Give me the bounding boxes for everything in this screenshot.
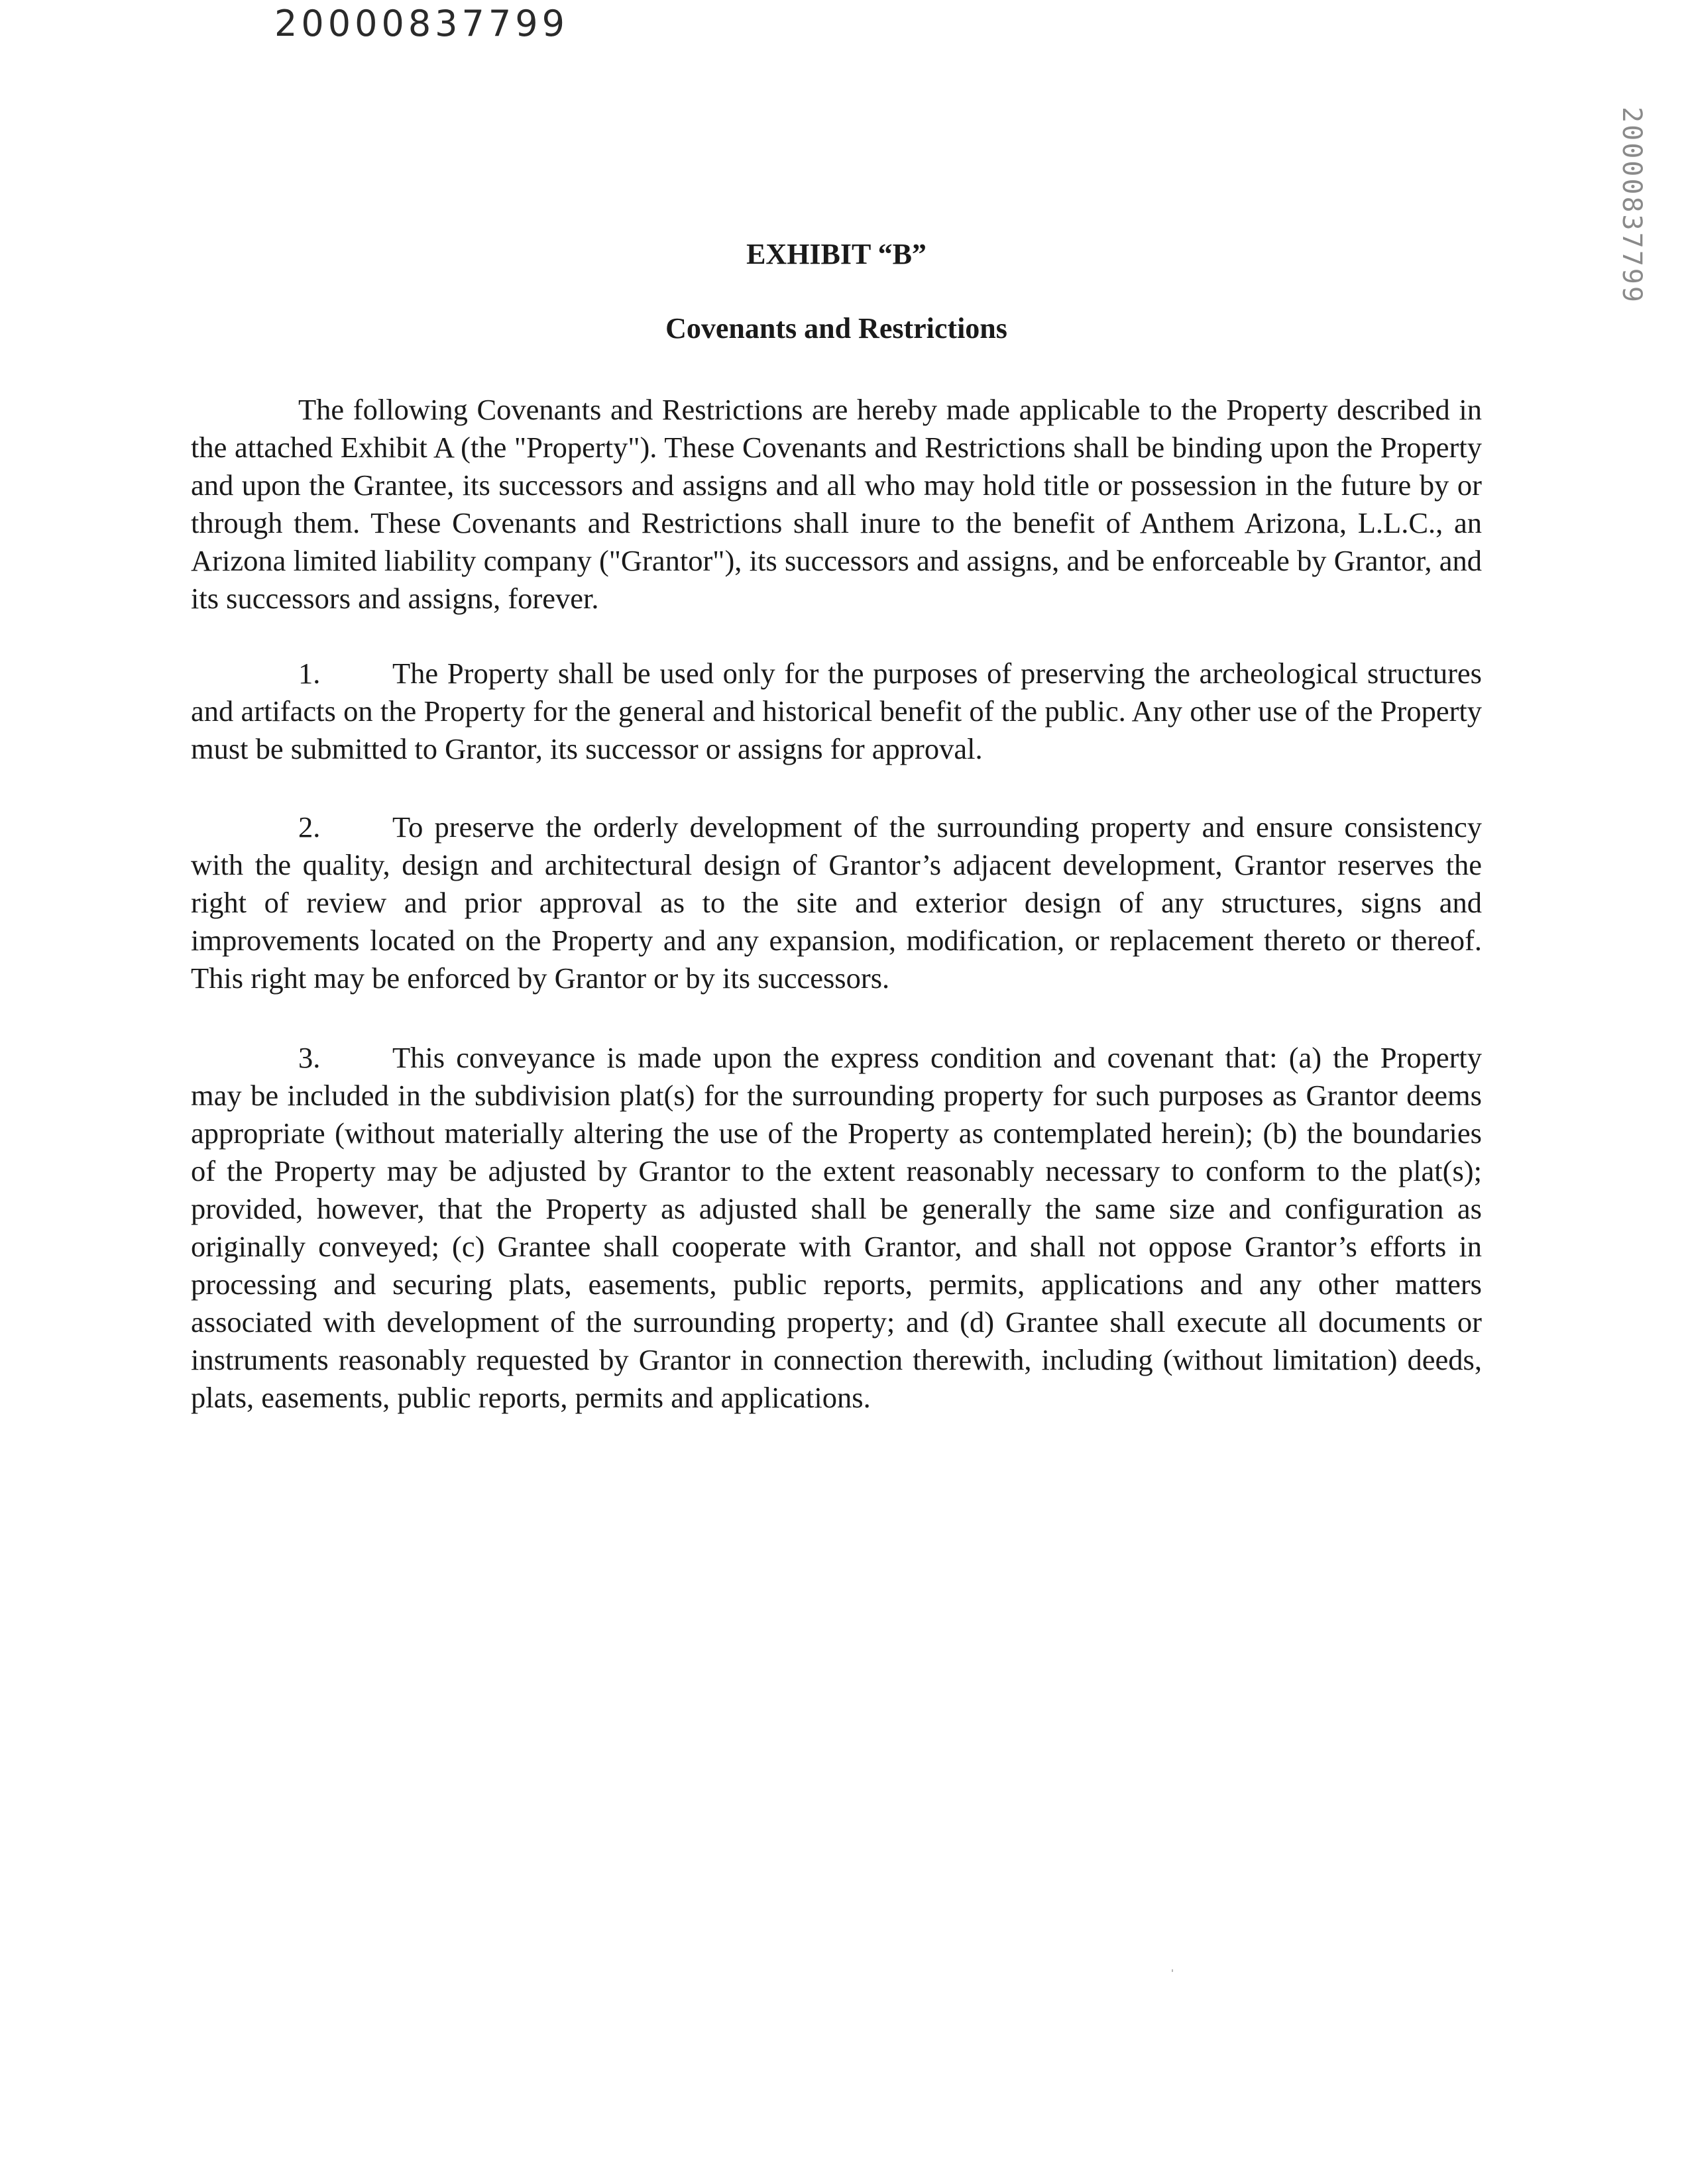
covenant-paragraph-1 (191, 655, 1482, 768)
side-recording-stamp (1612, 99, 1652, 311)
exhibit-subtitle: Covenants and Restrictions (665, 312, 1007, 345)
intro-paragraph: The following Covenants and Restrictions are hereby made applicable to the Property described in the attached Exhibit A (the "Property"). These Covenants and Restrictions shall be binding upon the Property and upon the Grantee, its successors and assigns and all who may hold title or possession in the future by or through them. These Covenants and Restrictions shall inure to the benefit of Anthem Arizona, L.L.C., an Arizona limited liability company ("Grantor"), its successors and assigns, and be enforceable by Grantor, and its successors and assigns, forever. (191, 393, 1482, 615)
paragraph-number: 1. (298, 657, 321, 690)
paragraph-number: 2. (298, 810, 321, 844)
recording-number: 20000837799 (274, 3, 569, 44)
paragraph-number: 3. (298, 1041, 321, 1074)
exhibit-title: EXHIBIT “B” (746, 238, 927, 270)
side-stamp-text: 20000837799 (1616, 107, 1647, 304)
scan-mark (1172, 1969, 1173, 1972)
paragraph-text: This conveyance is made upon the express condition and covenant that: (a) the Property may be included in the subdivision plat(s) for the surrounding property for such purposes as Grantor deems appropriate (without materially altering the use of the Property as contemplated herein); (b) the boundaries of the Property may be adjusted by Grantor to the extent reasonably necessary to conform to the plat(s); provided, however, that the Property as adjusted shall be generally the same size and configuration as originally conveyed; (c) Grantee shall cooperate with Grantor, and shall not oppose Grantor’s efforts in processing and securing plats, easements, public reports, permits, applications and any other matters associated with development of the surrounding property; and (d) Grantee shall execute all documents or instruments reasonably requested by Grantor in connection therewith, including (without limitation) deeds, plats, easements, public reports, permits and applications. (191, 1041, 1482, 1414)
paragraph-text: To preserve the orderly development of the surrounding property and ensure consistency with the quality, design and architectural design of Grantor’s adjacent development, Grantor reserves the right of review and prior approval as to the site and exterior design of any structures, signs and improvements located on the Property and any expansion, modification, or replacement thereto or thereof. This right may be enforced by Grantor or by its successors. (191, 810, 1482, 995)
covenant-paragraph-3 (191, 1039, 1482, 1417)
covenant-paragraph-2 (191, 808, 1482, 997)
paragraph-text: The Property shall be used only for the purposes of preserving the archeological structures and artifacts on the Property for the general and historical benefit of the public. Any other use of the Property must be submitted to Grantor, its successor or assigns for approval. (191, 657, 1482, 765)
